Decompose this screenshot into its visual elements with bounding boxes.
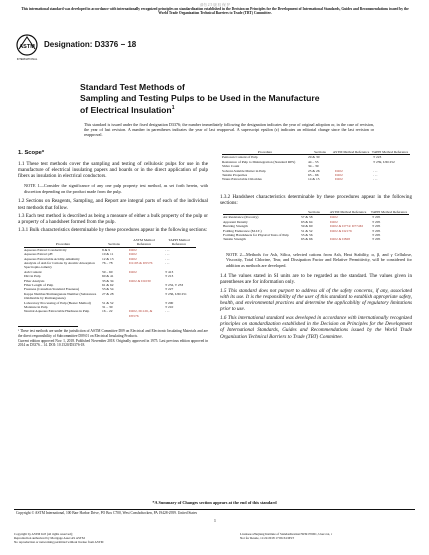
tappi-reference-cell: . . . (165, 309, 170, 314)
paragraph-1-3-2: 1.3.2 Handsheet characteristics determinable by these procedures appear in the following sections: (220, 193, 412, 206)
astm-reference-cell: D202 & D828 (330, 237, 351, 242)
procedure-cell: Analysis of Ash for Cations by Atomic Absorption Spectropho-tometry (24, 260, 95, 270)
procedure-cell: Aqueous Extract pH (24, 252, 53, 257)
sections-cell: 31 – 30 (102, 305, 113, 310)
tappi-reference-cell: T 205 (372, 233, 381, 238)
procedure-cell: Laboratory Processing of Pulp (Beater Method) (24, 300, 91, 305)
sections-cell: 51 & 52 (301, 228, 313, 233)
procedure-cell: Moisture in Pulp (24, 305, 48, 310)
sections-cell: 51 & 52 (102, 300, 114, 305)
procedure-cell: Bursting Strength (223, 224, 248, 229)
license-notice-left: Copyright by ASTM Int'l (all rights reserved); Reproduction authorized by Mortgage Asset AS ASTM No reproduction or networking permitted without license from ASTM (14, 532, 104, 544)
tappi-reference-cell: T 210 (165, 305, 174, 310)
sections-cell: 61 & 62 (102, 283, 114, 287)
sections-cell: 59 & 60 (301, 224, 313, 229)
tappi-reference-cell: T 205 (372, 215, 381, 220)
column-header: ASTM Method Reference (327, 210, 369, 215)
table-header-row (24, 238, 196, 247)
tappi-reference-cell: . . . (165, 256, 170, 261)
tappi-reference-cell: T 213 (165, 274, 174, 279)
column-header: Sections (301, 210, 327, 215)
tappi-reference-cell: . . . (373, 168, 378, 173)
column-header: ASTM Method Reference (126, 238, 162, 247)
title-footnote-ref: 1 (171, 105, 175, 111)
paragraph-1-6: 1.6 This international standard was developed in accordance with internationally recognized principles on standardization established in the Decision on Principles for the Development of International Standards, Guides and Recommendations issued by the World Trade Organization Technical Barriers to Trade (TBT) Committee. (220, 315, 412, 340)
column-header: Sections (308, 150, 332, 155)
sections-cell: 65 & 66 (301, 237, 313, 242)
title-line-2: Sampling and Testing Pulps to be Used in the Manufacture (80, 92, 320, 103)
procedure-cell: Resistance of Pulp to Disintegration (Standard RPS) (222, 159, 296, 164)
handsheet-characteristics-table (223, 210, 409, 242)
procedure-cell: Shive Count (222, 164, 240, 169)
tappi-reference-cell: . . . (165, 252, 170, 257)
sections-cell: 76 – 78 (102, 260, 113, 265)
procedure-cell: Fiber Length of Pulp (24, 283, 54, 287)
paragraph-1-2: 1.2 Sections on Reagents, Sampling, and Report are integral parts of each of the individual test methods that follow. (18, 198, 208, 211)
sections-cell: 14 & 15 (308, 177, 320, 182)
astm-reference-cell: D202 (330, 219, 338, 224)
procedure-cell: Solvent-Soluble Matter in Pulp (222, 168, 266, 173)
logo-subtext: INTERNATIONAL (16, 58, 38, 61)
procedure-cell: Kappa Number/Permanganate Number (Substances Oxidizable by Permanganate) (24, 291, 97, 301)
sections-cell: 27 & 28 (102, 291, 114, 296)
sections-cell: 63 & 64 (301, 219, 313, 224)
sections-cell: 55 & 56 (301, 233, 313, 238)
procedure-cell: Ash Content (24, 269, 42, 274)
sections-cell: 29 & 30 (308, 155, 320, 160)
header-notice: This international standard was developed in accordance with internationally recognized principles on standardization established in the Decision on Principles for the Development of International Standards, Guides and Recommendations issued by the World Trade Organization Technical Barriers to Trade (TBT) Committee. (21, 7, 409, 16)
left-column (18, 150, 208, 347)
issuance-statement: This standard is issued under the fixed designation D3376; the number immediately following the designation indicates the year of original adoption or, in the case of revision, the year of last revision. A number in parentheses indicates the year of last reapproval. A superscript epsilon (ε) indicates an editorial change since the last revision or reapproval. (84, 122, 374, 138)
summary-of-changes-note: *A Summary of Changes section appears at the end of this standard (152, 500, 277, 505)
sections-cell: 59 – 60 (102, 269, 113, 274)
astm-reference-cell: D202 (129, 252, 137, 257)
paragraph-1-3-1: 1.3.1 Bulk characteristics determinable by these procedures appear in the following sections: (18, 226, 208, 233)
procedure-cell: Folding Endurance (M.I.T.) (223, 228, 262, 233)
table-row (24, 292, 196, 301)
column-header: TAPPI Method Reference (370, 210, 408, 215)
procedure-cell: Dirt in Pulp (24, 274, 41, 279)
procedure-cell: Pentosan Content of Pulp (222, 155, 258, 160)
procedure-cell: Aqueous Extractable Acidity-Alkalinity (24, 256, 80, 261)
paragraph-1-5: 1.5 This standard does not purport to address all of the safety concerns, if any, associated with its use. It is the responsibility of the user of this standard to establish appropriate safety, health, and environmental practices and determine the applicability of regulatory limitations prior to use. (220, 287, 412, 313)
watermark-text: 请勿 2 5 版 权 保 护 (199, 3, 231, 7)
paragraph-1-4: 1.4 The values stated in SI units are to be regarded as the standard. The values given in parentheses are for information only. (220, 272, 412, 285)
table-row (24, 261, 196, 270)
sections-cell: 25 & 26 (308, 168, 320, 173)
title-line-1: Standard Test Methods of (80, 82, 185, 92)
astm-reference-cell: D202 & D774/ D774M (330, 224, 363, 229)
sections-cell: 57 & 58 (301, 215, 313, 220)
tappi-reference-cell: T 205 (372, 237, 381, 242)
tappi-reference-cell: T 205 (372, 219, 381, 224)
tappi-reference-cell: . . . (373, 177, 378, 182)
paragraph-1-3: 1.3 Each test method is described as being a measure of either a bulk property of the pulp or a property of a handsheet formed from the pulp. (18, 212, 208, 225)
sections-cell: 44 – 55 (308, 159, 319, 164)
bulk-characteristics-continued-table (222, 150, 410, 182)
procedure-cell: Neutral Aqueous Extractable Hardness in Pulp (24, 309, 90, 314)
tappi-reference-cell: T 205 (372, 228, 381, 233)
procedure-cell: Tensile Properties (222, 173, 248, 178)
column-header: TAPPI Method Reference (162, 238, 196, 247)
footnote-edition: Current edition approved Nov. 1, 2018. Published November 2018. Originally approved in 1975. Last previous edition approved in 2014 as D3376 – 14. DOI: 10.1520/D3376-18. (18, 338, 208, 348)
sections-cell: 60 & 41 (102, 274, 114, 279)
astm-reference-cell: D202 (129, 247, 137, 252)
tappi-reference-cell: T 413 (165, 269, 174, 274)
procedure-cell: Air Resistance (Porosity) (223, 215, 259, 220)
column-header: TAPPI Method Reference (371, 150, 409, 154)
bulk-characteristics-table (24, 238, 196, 318)
sections-cell: 53 & 54 (102, 287, 114, 292)
procedure-cell: Forming Handsheets for Physical Tests of Pulp (223, 233, 289, 238)
sections-cell: 34 – 39 (308, 164, 319, 169)
footer-rule (14, 509, 415, 510)
footnote-rule (18, 326, 78, 327)
astm-reference-cell: D202 (335, 177, 343, 182)
scope-heading: 1. Scope* (18, 150, 45, 156)
tappi-reference-cell: . . . (165, 260, 170, 265)
tappi-reference-cell: T 236, UM 251 (165, 291, 187, 296)
procedure-cell: Fiber Analysis (24, 278, 45, 283)
designation: Designation: D3376 − 18 (44, 40, 137, 49)
table-row (223, 237, 409, 241)
logo-text: ASTM (19, 44, 35, 50)
astm-reference-cell: D202, D1126, & D5576 (129, 309, 153, 318)
astm-reference-cell (126, 292, 162, 301)
astm-reference-cell: D202 (335, 173, 343, 178)
procedure-cell: Freeness (Canadian Standard Freeness) (24, 287, 80, 292)
tappi-reference-cell: . . . (373, 173, 378, 178)
tappi-reference-cell: . . . (165, 247, 170, 252)
astm-reference-cell: D1193 & D5576 (129, 260, 153, 265)
right-column (220, 150, 412, 340)
sections-cell: 16 – 22 (102, 309, 113, 314)
column-header: ASTM Method Reference (332, 150, 370, 154)
tappi-reference-cell: T 227 (165, 287, 174, 292)
astm-reference-cell: D202 (335, 168, 343, 173)
procedure-cell: Apparent Density (223, 219, 248, 224)
tappi-reference-cell: T 200 (165, 300, 174, 305)
license-notice-right: Licensee=Zhejiang Institute of Standardization/5939170001, User=xx, r Not for Resale, 11/22/2018 17:06:34 MST (240, 532, 333, 540)
sections-cell: 8 & 9 (102, 247, 110, 252)
column-header: Sections (102, 238, 126, 247)
astm-reference-cell: D202 (129, 256, 137, 261)
title-line-3: of Electrical Insulation (80, 104, 172, 115)
astm-logo (16, 34, 38, 64)
copyright-line: Copyright © ASTM International, 100 Barr Harbor Drive, PO Box C700, West Conshohocken, PA 19428-2959. United States (16, 511, 198, 515)
astm-reference-cell: D202 (330, 215, 338, 220)
document-title (80, 82, 370, 115)
tappi-reference-cell: T 223 (373, 155, 382, 160)
table-row (222, 177, 410, 181)
sections-cell: 33 & 34 (102, 278, 114, 283)
astm-reference-cell: D202 (129, 269, 137, 274)
column-header: Procedure (24, 238, 102, 247)
tappi-reference-cell: T 232, T 233 (165, 283, 184, 287)
tappi-reference-cell: T 239, UM 252 (373, 159, 395, 164)
procedure-cell: Water-Extractable Chlorides (222, 177, 262, 182)
tappi-reference-cell: T 205 (372, 224, 381, 229)
paragraph-1-1: 1.1 These test methods cover the sampling and testing of cellulosic pulps for use in the manufacture of electrical insulating papers and boards or in the direct application of pulp fibers as insulation in electrical conductors. (18, 161, 208, 180)
sections-cell: 12 & 13 (102, 256, 114, 261)
sections-cell: 10 & 11 (102, 252, 114, 257)
procedure-cell: Aqueous Extract Conductivity (24, 247, 67, 252)
astm-reference-cell: D202 & D2176 (330, 228, 352, 233)
sections-cell: 65 – 66 (308, 173, 319, 178)
table-row (24, 309, 196, 318)
footnote-1: ¹ These test methods are under the jurisdiction of ASTM Committee D09 on Electrical and Electronic Insulating Materials and are the direct responsibility of Subcommittee D09.01 on Electrical Insulating Products. (18, 329, 208, 338)
procedure-cell: Tensile Strength (223, 237, 246, 242)
note-1: NOTE 1—Consider the significance of any one pulp property test method, as set forth herein, with discretion depending on the product made from the pulp. (24, 183, 208, 194)
note-2: NOTE 2—Methods for Ash, Silica, selected cations from Ash, Heat Stability, α, β, and γ Cellulose, Viscosity, Total Chlorine, Tear, and Dissipation Factor and Relative Permittivity, will be considered for addition as methods are developed. (226, 251, 412, 269)
astm-reference-cell: D202 & D1030 (129, 278, 151, 283)
column-header: Procedure (222, 150, 308, 155)
page-number: 1 (213, 518, 217, 523)
